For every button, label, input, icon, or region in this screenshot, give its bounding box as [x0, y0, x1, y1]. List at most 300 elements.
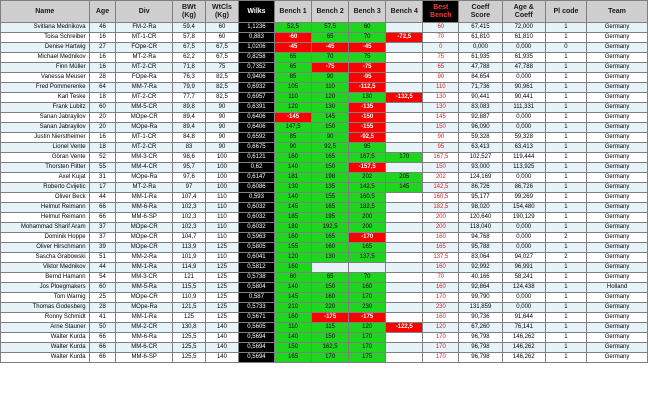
cell-bwt[interactable]: 125 [173, 313, 206, 323]
cell-age[interactable]: 20 [89, 113, 116, 123]
cell-name[interactable]: Lionel Vente [1, 143, 90, 153]
cell-bench1[interactable]: 140 [274, 283, 311, 293]
table-row[interactable] [1, 73, 648, 83]
col-header-bench1[interactable]: Bench 1 [274, 1, 311, 23]
cell-best-bench[interactable]: 150 [423, 123, 459, 133]
cell-coeff[interactable]: 86,726 [459, 183, 502, 193]
cell-best-bench[interactable]: 170 [423, 353, 459, 363]
table-row[interactable] [1, 53, 648, 63]
cell-age-coeff[interactable]: 61,810 [502, 33, 545, 43]
cell-coeff[interactable]: 96,798 [459, 343, 502, 353]
table-row[interactable] [1, 153, 648, 163]
cell-bench1[interactable]: 65 [274, 53, 311, 63]
cell-pl-code[interactable]: 1 [545, 83, 586, 93]
cell-bench3[interactable]: 200 [349, 213, 386, 223]
cell-wilks[interactable]: 0,5694 [238, 353, 274, 363]
cell-best-bench[interactable]: 75 [423, 53, 459, 63]
cell-age-coeff[interactable]: 0,000 [502, 123, 545, 133]
cell-team[interactable]: Germany [587, 233, 648, 243]
cell-pl-code[interactable]: 0 [545, 43, 586, 53]
cell-age-coeff[interactable]: 0,000 [502, 73, 545, 83]
cell-coeff[interactable]: 95,177 [459, 193, 502, 203]
cell-bench4[interactable] [386, 293, 423, 303]
cell-bench3[interactable]: 230 [349, 303, 386, 313]
cell-pl-code[interactable]: 2 [545, 233, 586, 243]
cell-name[interactable]: Frank Lubitz [1, 103, 90, 113]
cell-bench2[interactable]: 165 [312, 233, 349, 243]
cell-wtcls[interactable]: 100 [205, 163, 238, 173]
cell-wilks[interactable]: 0,6406 [238, 123, 274, 133]
cell-bench3[interactable]: 160 [349, 283, 386, 293]
cell-div[interactable]: MT-1-CR [116, 33, 173, 43]
cell-age-coeff[interactable]: 111,331 [502, 103, 545, 113]
cell-bench3[interactable]: -170 [349, 233, 386, 243]
cell-wilks[interactable]: 0,883 [238, 33, 274, 43]
cell-coeff[interactable]: 61,935 [459, 53, 502, 63]
cell-bench1[interactable]: -60 [274, 33, 311, 43]
cell-wtcls[interactable]: 110 [205, 213, 238, 223]
cell-coeff[interactable]: 71,736 [459, 83, 502, 93]
cell-bench1[interactable]: 120 [274, 253, 311, 263]
cell-bench4[interactable] [386, 223, 423, 233]
cell-name[interactable]: Sanan Jabrayilov [1, 113, 90, 123]
cell-wtcls[interactable]: 125 [205, 313, 238, 323]
cell-pl-code[interactable]: 1 [545, 123, 586, 133]
cell-age[interactable]: 20 [89, 123, 116, 133]
cell-name[interactable]: Mohammad Sharif Aram [1, 223, 90, 233]
cell-team[interactable]: Germany [587, 43, 648, 53]
cell-div[interactable]: FOpe-Ra [116, 73, 173, 83]
cell-name[interactable]: Sanan Jabrayilov [1, 123, 90, 133]
cell-age-coeff[interactable]: 90,441 [502, 93, 545, 103]
cell-div[interactable]: MM-5-CR [116, 103, 173, 113]
cell-best-bench[interactable]: 160 [423, 283, 459, 293]
cell-wtcls[interactable]: 125 [205, 293, 238, 303]
cell-age-coeff[interactable]: 0,000 [502, 303, 545, 313]
cell-age-coeff[interactable]: 0,000 [502, 293, 545, 303]
cell-bench1[interactable]: 110 [274, 323, 311, 333]
cell-div[interactable]: MM-1-Ra [116, 263, 173, 273]
table-row[interactable] [1, 183, 648, 193]
cell-best-bench[interactable]: 160,5 [423, 193, 459, 203]
cell-bench2[interactable]: 120 [312, 93, 349, 103]
cell-team[interactable]: Germany [587, 353, 648, 363]
cell-age-coeff[interactable]: 99,269 [502, 193, 545, 203]
cell-bench3[interactable]: 70 [349, 273, 386, 283]
cell-bench4[interactable] [386, 143, 423, 153]
cell-div[interactable]: MM-6-Ra [116, 203, 173, 213]
table-row[interactable] [1, 103, 648, 113]
cell-bench2[interactable]: 160 [312, 243, 349, 253]
cell-wtcls[interactable]: 60 [205, 23, 238, 33]
cell-pl-code[interactable]: 1 [545, 273, 586, 283]
cell-bench4[interactable] [386, 133, 423, 143]
cell-age[interactable]: 66 [89, 203, 116, 213]
cell-pl-code[interactable]: 1 [545, 53, 586, 63]
cell-wtcls[interactable]: 100 [205, 173, 238, 183]
cell-bench2[interactable]: -45 [312, 43, 349, 53]
cell-wilks[interactable]: 0,5605 [238, 323, 274, 333]
cell-wilks[interactable]: 0,587 [238, 293, 274, 303]
cell-coeff[interactable]: 40,166 [459, 273, 502, 283]
cell-best-bench[interactable]: 137,5 [423, 253, 459, 263]
cell-bench3[interactable]: -92,5 [349, 133, 386, 143]
cell-bench4[interactable] [386, 23, 423, 33]
cell-age-coeff[interactable]: 113,925 [502, 163, 545, 173]
cell-coeff[interactable]: 92,887 [459, 113, 502, 123]
table-row[interactable] [1, 123, 648, 133]
cell-div[interactable]: MM-6-CR [116, 343, 173, 353]
cell-bench4[interactable] [386, 63, 423, 73]
cell-bench2[interactable]: 57,5 [312, 23, 349, 33]
cell-bwt[interactable]: 79,9 [173, 83, 206, 93]
cell-pl-code[interactable]: 1 [545, 63, 586, 73]
cell-bench2[interactable]: 220 [312, 303, 349, 313]
cell-best-bench[interactable]: 150 [423, 163, 459, 173]
cell-bwt[interactable]: 76,3 [173, 73, 206, 83]
cell-team[interactable]: Germany [587, 53, 648, 63]
cell-bwt[interactable]: 62,2 [173, 53, 206, 63]
cell-bench2[interactable]: -75 [312, 63, 349, 73]
cell-bench1[interactable]: 160 [274, 263, 311, 273]
cell-wtcls[interactable]: 140 [205, 323, 238, 333]
cell-coeff[interactable]: 0,000 [459, 43, 502, 53]
cell-best-bench[interactable]: 145 [423, 113, 459, 123]
cell-bwt[interactable]: 102,3 [173, 203, 206, 213]
cell-bench3[interactable]: 60 [349, 23, 386, 33]
cell-name[interactable]: Michael Mednikov [1, 53, 90, 63]
cell-bench1[interactable]: 65 [274, 63, 311, 73]
cell-bench2[interactable]: 155 [312, 193, 349, 203]
cell-wtcls[interactable]: 110 [205, 193, 238, 203]
cell-div[interactable]: MT-2-CR [116, 63, 173, 73]
table-row[interactable] [1, 83, 648, 93]
cell-age-coeff[interactable]: 94,027 [502, 253, 545, 263]
cell-pl-code[interactable]: 1 [545, 93, 586, 103]
col-header-wilks[interactable]: Wilks [238, 1, 274, 23]
cell-age[interactable]: 46 [89, 23, 116, 33]
cell-name[interactable]: Ronny Schmidt [1, 313, 90, 323]
cell-bench2[interactable]: 92,5 [312, 143, 349, 153]
table-row[interactable] [1, 63, 648, 73]
cell-bench1[interactable]: 52,5 [274, 23, 311, 33]
cell-wtcls[interactable]: 140 [205, 353, 238, 363]
cell-wilks[interactable]: 0,6121 [238, 153, 274, 163]
cell-best-bench[interactable]: 142,5 [423, 183, 459, 193]
cell-div[interactable]: MT-2-CR [116, 143, 173, 153]
cell-age-coeff[interactable]: 0,000 [502, 223, 545, 233]
col-header-name[interactable]: Name [1, 1, 90, 23]
cell-age[interactable]: 28 [89, 303, 116, 313]
cell-best-bench[interactable]: 230 [423, 303, 459, 313]
cell-bench4[interactable]: 205 [386, 173, 423, 183]
cell-bench4[interactable] [386, 333, 423, 343]
cell-age-coeff[interactable]: 76,141 [502, 323, 545, 333]
cell-wilks[interactable]: 0,5694 [238, 343, 274, 353]
cell-team[interactable]: Germany [587, 343, 648, 353]
cell-bwt[interactable]: 130,8 [173, 323, 206, 333]
cell-bench4[interactable]: -122,5 [386, 323, 423, 333]
cell-bench2[interactable] [312, 263, 349, 273]
cell-age-coeff[interactable]: 0,000 [502, 173, 545, 183]
cell-name[interactable]: Thorsten Flitter [1, 163, 90, 173]
cell-name[interactable]: Viktor Mednikov [1, 263, 90, 273]
cell-div[interactable]: MM-7-Ra [116, 83, 173, 93]
cell-pl-code[interactable]: 1 [545, 203, 586, 213]
cell-age-coeff[interactable]: 63,413 [502, 143, 545, 153]
cell-bench2[interactable]: 65 [312, 273, 349, 283]
cell-age-coeff[interactable]: 72,000 [502, 23, 545, 33]
cell-age-coeff[interactable]: 146,262 [502, 333, 545, 343]
cell-team[interactable]: Holland [587, 283, 648, 293]
cell-age[interactable]: 41 [89, 313, 116, 323]
cell-name[interactable]: Göran Vente [1, 153, 90, 163]
table-row[interactable] [1, 313, 648, 323]
cell-bench3[interactable]: -95 [349, 73, 386, 83]
cell-bwt[interactable]: 121 [173, 273, 206, 283]
cell-wilks[interactable]: 0,6147 [238, 173, 274, 183]
cell-age[interactable]: 51 [89, 253, 116, 263]
table-row[interactable] [1, 303, 648, 313]
cell-wilks[interactable]: 0,7352 [238, 63, 274, 73]
table-row[interactable] [1, 263, 648, 273]
cell-age[interactable]: 17 [89, 183, 116, 193]
cell-age[interactable]: 52 [89, 153, 116, 163]
col-header-team[interactable]: Team [587, 1, 648, 23]
cell-wilks[interactable]: 0,6391 [238, 103, 274, 113]
cell-bwt[interactable]: 110,9 [173, 293, 206, 303]
cell-age-coeff[interactable]: 154,480 [502, 203, 545, 213]
table-row[interactable] [1, 283, 648, 293]
table-row[interactable] [1, 113, 648, 123]
cell-wilks[interactable]: 0,5738 [238, 273, 274, 283]
cell-bench3[interactable]: -157,5 [349, 163, 386, 173]
table-row[interactable] [1, 143, 648, 153]
cell-age[interactable]: 18 [89, 143, 116, 153]
col-header-div[interactable]: Div [116, 1, 173, 23]
table-row[interactable] [1, 353, 648, 363]
cell-bench1[interactable]: 90 [274, 143, 311, 153]
cell-wilks[interactable]: 0,62 [238, 163, 274, 173]
cell-pl-code[interactable]: 1 [545, 333, 586, 343]
cell-wtcls[interactable]: 82,5 [205, 73, 238, 83]
cell-wtcls[interactable]: 110 [205, 203, 238, 213]
cell-div[interactable]: MM-4-CR [116, 163, 173, 173]
cell-wilks[interactable]: 1,1236 [238, 23, 274, 33]
cell-age[interactable]: 64 [89, 83, 116, 93]
cell-team[interactable]: Germany [587, 333, 648, 343]
cell-bench3[interactable]: 137,5 [349, 253, 386, 263]
cell-bench2[interactable]: 150 [312, 123, 349, 133]
cell-bench4[interactable] [386, 53, 423, 63]
cell-pl-code[interactable]: 1 [545, 103, 586, 113]
cell-pl-code[interactable]: 2 [545, 253, 586, 263]
cell-bench4[interactable] [386, 163, 423, 173]
cell-wilks[interactable]: 0,6675 [238, 143, 274, 153]
cell-bench3[interactable]: 182,5 [349, 203, 386, 213]
cell-wilks[interactable]: 0,5733 [238, 303, 274, 313]
cell-wtcls[interactable]: 110 [205, 253, 238, 263]
cell-wtcls[interactable]: 110 [205, 223, 238, 233]
cell-pl-code[interactable]: 1 [545, 173, 586, 183]
cell-coeff[interactable]: 67,260 [459, 323, 502, 333]
cell-coeff[interactable]: 59,328 [459, 133, 502, 143]
cell-pl-code[interactable]: 1 [545, 223, 586, 233]
cell-bench3[interactable]: 130 [349, 93, 386, 103]
cell-age-coeff[interactable]: 96,991 [502, 263, 545, 273]
cell-bench1[interactable]: 147,5 [274, 123, 311, 133]
cell-bench1[interactable]: 120 [274, 103, 311, 113]
cell-best-bench[interactable]: 60 [423, 23, 459, 33]
cell-bench3[interactable]: 170 [349, 343, 386, 353]
cell-coeff[interactable]: 84,654 [459, 73, 502, 83]
cell-bwt[interactable]: 89,4 [173, 113, 206, 123]
cell-bench4[interactable]: 145 [386, 183, 423, 193]
cell-team[interactable]: Germany [587, 293, 648, 303]
cell-div[interactable]: MOpe-CR [116, 293, 173, 303]
cell-bwt[interactable]: 89,8 [173, 103, 206, 113]
cell-pl-code[interactable]: 1 [545, 313, 586, 323]
cell-wtcls[interactable]: 100 [205, 153, 238, 163]
cell-bwt[interactable]: 125,5 [173, 333, 206, 343]
cell-div[interactable]: MM-3-CR [116, 273, 173, 283]
cell-bench2[interactable]: 198 [312, 173, 349, 183]
cell-name[interactable]: Justin Nierstheimer [1, 133, 90, 143]
cell-age[interactable]: 44 [89, 263, 116, 273]
cell-bench3[interactable]: 95 [349, 143, 386, 153]
cell-bench4[interactable] [386, 103, 423, 113]
cell-coeff[interactable]: 131,859 [459, 303, 502, 313]
cell-name[interactable]: Dominik Hoppe [1, 233, 90, 243]
cell-pl-code[interactable]: 1 [545, 113, 586, 123]
cell-name[interactable]: Axel Kujat [1, 173, 90, 183]
cell-wilks[interactable]: 0,5812 [238, 263, 274, 273]
cell-bench3[interactable]: 160,5 [349, 193, 386, 203]
cell-bench2[interactable]: 150 [312, 333, 349, 343]
cell-bench3[interactable]: -75 [349, 63, 386, 73]
cell-bench1[interactable]: 140 [274, 163, 311, 173]
col-header-bench2[interactable]: Bench 2 [312, 1, 349, 23]
cell-bench4[interactable] [386, 113, 423, 123]
cell-bench3[interactable]: 70 [349, 33, 386, 43]
col-header-bench3[interactable]: Bench 3 [349, 1, 386, 23]
table-row[interactable] [1, 253, 648, 263]
cell-wtcls[interactable]: 90 [205, 113, 238, 123]
cell-wilks[interactable]: 0,593 [238, 193, 274, 203]
cell-team[interactable]: Germany [587, 103, 648, 113]
cell-coeff[interactable]: 93,000 [459, 163, 502, 173]
cell-best-bench[interactable]: 70 [423, 273, 459, 283]
cell-bench4[interactable] [386, 253, 423, 263]
cell-bwt[interactable]: 67,5 [173, 43, 206, 53]
cell-coeff[interactable]: 63,413 [459, 143, 502, 153]
cell-coeff[interactable]: 99,790 [459, 293, 502, 303]
cell-bench1[interactable]: -45 [274, 43, 311, 53]
cell-bwt[interactable]: 114,9 [173, 263, 206, 273]
cell-bench3[interactable]: 202 [349, 173, 386, 183]
cell-pl-code[interactable]: 1 [545, 243, 586, 253]
cell-bench4[interactable] [386, 43, 423, 53]
cell-pl-code[interactable]: 1 [545, 163, 586, 173]
cell-team[interactable]: Germany [587, 163, 648, 173]
cell-coeff[interactable]: 95,788 [459, 243, 502, 253]
cell-team[interactable]: Germany [587, 193, 648, 203]
cell-team[interactable]: Germany [587, 263, 648, 273]
cell-pl-code[interactable]: 1 [545, 323, 586, 333]
cell-name[interactable]: Walter Kurda [1, 343, 90, 353]
cell-age-coeff[interactable]: 146,262 [502, 353, 545, 363]
cell-bench1[interactable]: 160 [274, 313, 311, 323]
cell-bench2[interactable]: 162,5 [312, 343, 349, 353]
cell-bench1[interactable]: 85 [274, 73, 311, 83]
col-header-wtcls[interactable]: WtCls (Kg) [205, 1, 238, 23]
cell-div[interactable]: MOpe-CR [116, 233, 173, 243]
cell-wtcls[interactable]: 125 [205, 273, 238, 283]
table-row[interactable] [1, 193, 648, 203]
cell-bwt[interactable]: 57,8 [173, 33, 206, 43]
cell-best-bench[interactable]: 70 [423, 33, 459, 43]
cell-best-bench[interactable]: 95 [423, 143, 459, 153]
cell-name[interactable]: Finn Müller [1, 63, 90, 73]
cell-wilks[interactable]: 0,9406 [238, 73, 274, 83]
cell-team[interactable]: Germany [587, 133, 648, 143]
cell-div[interactable]: MM-3-CR [116, 153, 173, 163]
cell-div[interactable]: MT-2-Ra [116, 183, 173, 193]
cell-pl-code[interactable]: 1 [545, 183, 586, 193]
cell-age[interactable]: 50 [89, 323, 116, 333]
cell-bwt[interactable]: 77,7 [173, 93, 206, 103]
cell-age[interactable]: 16 [89, 63, 116, 73]
cell-team[interactable]: Germany [587, 63, 648, 73]
cell-wtcls[interactable]: 110 [205, 233, 238, 243]
cell-coeff[interactable]: 98,020 [459, 203, 502, 213]
cell-name[interactable]: Fred Pommerenke [1, 83, 90, 93]
cell-bench2[interactable]: 170 [312, 353, 349, 363]
cell-best-bench[interactable]: 65 [423, 63, 459, 73]
cell-age[interactable]: 37 [89, 223, 116, 233]
table-row[interactable] [1, 323, 648, 333]
cell-age[interactable]: 27 [89, 43, 116, 53]
cell-coeff[interactable]: 94,768 [459, 233, 502, 243]
cell-coeff[interactable]: 61,810 [459, 33, 502, 43]
cell-bench4[interactable] [386, 243, 423, 253]
cell-bench2[interactable]: 160 [312, 293, 349, 303]
cell-pl-code[interactable]: 1 [545, 283, 586, 293]
cell-best-bench[interactable]: 170 [423, 333, 459, 343]
cell-age-coeff[interactable]: 91,644 [502, 313, 545, 323]
cell-wilks[interactable]: 1,0206 [238, 43, 274, 53]
cell-bench1[interactable]: 155 [274, 243, 311, 253]
cell-best-bench[interactable]: 167,5 [423, 153, 459, 163]
cell-bench3[interactable]: -135 [349, 103, 386, 113]
cell-pl-code[interactable]: 1 [545, 33, 586, 43]
cell-wtcls[interactable]: 75 [205, 63, 238, 73]
table-row[interactable] [1, 273, 648, 283]
cell-bwt[interactable]: 71,8 [173, 63, 206, 73]
cell-bench3[interactable]: 170 [349, 333, 386, 343]
cell-coeff[interactable]: 83,083 [459, 103, 502, 113]
cell-bench1[interactable]: 150 [274, 343, 311, 353]
cell-bench4[interactable] [386, 353, 423, 363]
cell-wtcls[interactable]: 90 [205, 103, 238, 113]
cell-bench2[interactable]: 70 [312, 53, 349, 63]
cell-bench3[interactable]: -155 [349, 123, 386, 133]
cell-team[interactable]: Germany [587, 153, 648, 163]
cell-bench4[interactable]: -72,5 [386, 33, 423, 43]
cell-bench4[interactable]: 170 [386, 153, 423, 163]
cell-wilks[interactable]: 0,6032 [238, 223, 274, 233]
cell-bench1[interactable]: -145 [274, 113, 311, 123]
